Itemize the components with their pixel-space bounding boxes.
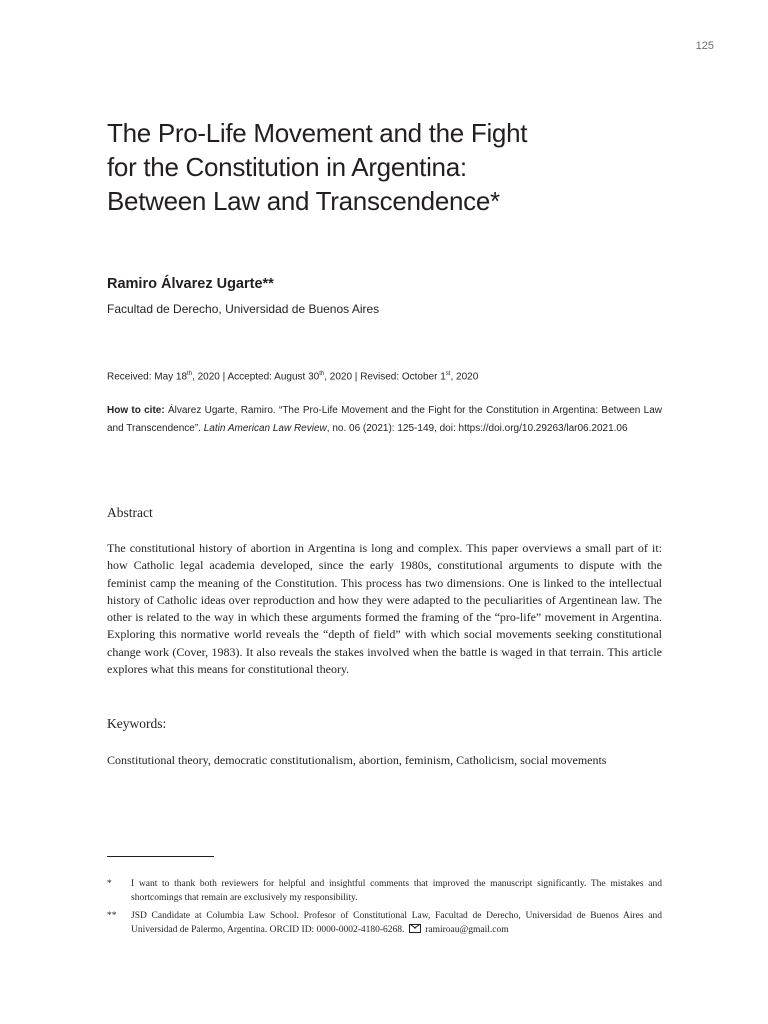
footnote <box>107 877 662 905</box>
footnote-body <box>131 909 662 937</box>
journal-name: Latin American Law Review <box>203 422 327 434</box>
abstract-text: The constitutional history of abortion in Argentina is long and complex. This paper overviews a small part of it: how Catholic legal academia developed, since the early 1980s, constitutional arguments to dispute with the feminist camp the meaning of the Constitution. This process has two dimensions. One is linked to the intellectual history of Catholic ideas over reproduction and how they were adapted to the peculiarities of Argentinean law. The other is related to the way in which these arguments formed the framing of the “pro-life” movement in Argentina. Exploring this normative world reveals the “depth of field” with which social movements seeking constitutional change work (Cover, 1983). It also reveals the stakes involved when the battle is waged in that terrain. This article explores what this means for constitutional theory. <box>107 541 662 677</box>
footnote-text: JSD Candidate at Columbia Law School. Profesor of Constitutional Law, Facultad de Derecho, Universidad de Buenos Aires and Universidad de Palermo, Argentina. ORCID ID: 0000-0002-4180-6268. <box>131 911 662 935</box>
footnote-divider <box>107 856 214 857</box>
footnote-mark: * <box>107 879 112 889</box>
author-affiliation: Facultad de Derecho, Universidad de Buenos Aires <box>107 302 380 316</box>
abstract-heading: Abstract <box>107 505 153 520</box>
cite-label: How to cite: <box>107 405 165 416</box>
accepted-date: Accepted: August 30 <box>227 371 320 383</box>
ordinal-suffix: th <box>187 371 193 377</box>
publication-dates <box>107 371 478 382</box>
keywords-text: Constitutional theory, democratic constitutionalism, abortion, feminism, Catholicism, social movements <box>107 753 607 767</box>
page-number: 125 <box>695 40 714 52</box>
keywords-heading: Keywords: <box>107 716 167 731</box>
footnote-text: I want to thank both reviewers for helpful and insightful comments that improved the manuscript significantly. The mistakes and shortcomings that remain are exclusively my responsibility. <box>131 879 662 903</box>
how-to-cite <box>107 402 662 437</box>
title-line: for the Constitution in Argentina: <box>107 152 467 182</box>
envelope-icon <box>409 924 421 933</box>
ordinal-suffix: th <box>319 371 325 377</box>
received-date: Received: May 18 <box>107 371 188 383</box>
paper-title <box>107 116 667 218</box>
footnote <box>107 909 662 937</box>
title-line: The Pro-Life Movement and the Fight <box>107 118 528 148</box>
revised-year: , 2020 <box>450 371 479 383</box>
ordinal-suffix: st <box>445 371 451 377</box>
author-email[interactable]: ramiroau@gmail.com <box>425 925 509 935</box>
accepted-year: , 2020 | <box>324 371 361 383</box>
author-name: Ramiro Álvarez Ugarte** <box>107 276 274 292</box>
revised-date: Revised: October 1 <box>360 371 446 383</box>
title-line: Between Law and Transcendence* <box>107 186 500 216</box>
footnote-mark: ** <box>107 911 117 921</box>
received-year: , 2020 | <box>192 371 228 383</box>
cite-text: Álvarez Ugarte, Ramiro. “The Pro-Life Movement and the Fight for the Constitution in Argentina: Between Law and Transcendence”. <box>107 405 662 434</box>
cite-doi[interactable]: , no. 06 (2021): 125-149, doi: https://doi.org/10.29263/lar06.2021.06 <box>326 422 628 434</box>
